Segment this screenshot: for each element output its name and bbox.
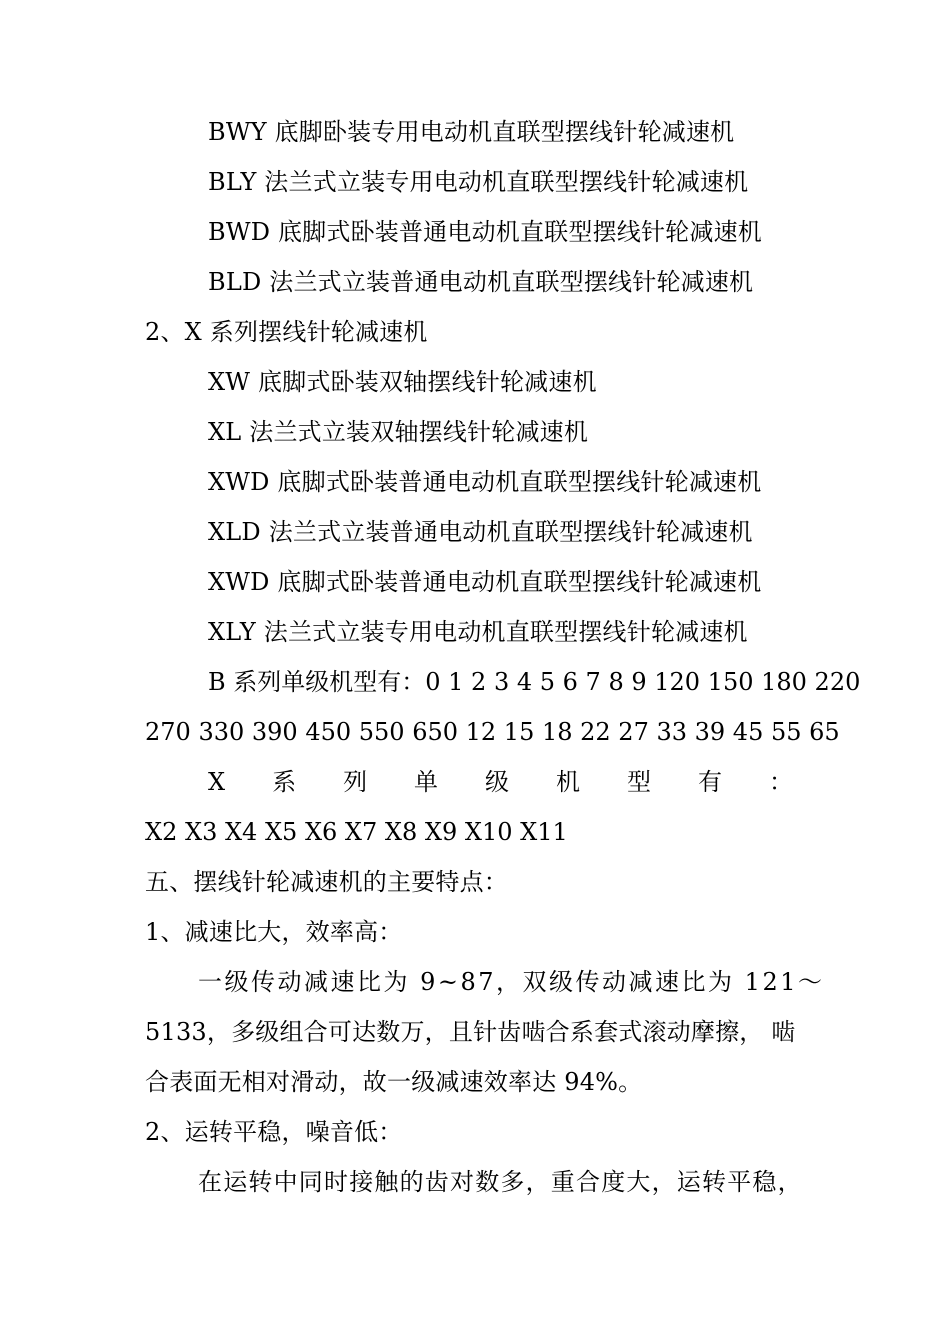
feature1-paragraph-line2: 5133，多级组合可达数万，且针齿啮合系套式滚动摩擦， 啮 [145,1018,796,1046]
feature1-paragraph-line3: 合表面无相对滑动，故一级减速效率达 94%。 [145,1068,643,1096]
b-series-model-bly: BLY 法兰式立装专用电动机直联型摆线针轮减速机 [208,168,749,196]
feature2-heading: 2、运转平稳，噪音低： [145,1118,403,1146]
x-single-stage-char: 机 [556,768,581,796]
x-single-stage-char: X [208,768,226,796]
b-single-stage-line1: B 系列单级机型有：0 1 2 3 4 5 6 7 8 9 120 150 180 220 [208,668,861,696]
feature1-paragraph-line1: 一级传动减速比为 9~87，双级传动减速比为 121～ [198,968,825,996]
feature1-heading: 1、减速比大，效率高： [145,918,403,946]
feature2-paragraph-line1: 在运转中同时接触的齿对数多，重合度大，运转平稳， [198,1168,803,1196]
x-series-model-xwd-repeat: XWD 底脚式卧装普通电动机直联型摆线针轮减速机 [208,568,762,596]
x-single-stage-char: 列 [343,768,368,796]
x-single-stage-label [208,767,793,797]
x-series-model-xly: XLY 法兰式立装专用电动机直联型摆线针轮减速机 [208,618,748,646]
b-single-stage-line2: 270 330 390 450 550 650 12 15 18 22 27 33 39 45 55 65 [145,718,840,746]
b-series-model-bwd: BWD 底脚式卧装普通电动机直联型摆线针轮减速机 [208,218,762,246]
section5-heading: 五、摆线针轮减速机的主要特点： [145,868,508,896]
x-single-stage-char: 单 [414,768,439,796]
x-single-stage-char: ： [768,768,793,796]
x-series-model-xld: XLD 法兰式立装普通电动机直联型摆线针轮减速机 [208,518,753,546]
x-single-stage-char: 有 [697,768,722,796]
x-series-heading: 2、X 系列摆线针轮减速机 [145,318,428,346]
x-series-model-xw: XW 底脚式卧装双轴摆线针轮减速机 [208,368,597,396]
b-series-model-bld: BLD 法兰式立装普通电动机直联型摆线针轮减速机 [208,268,754,296]
b-series-model-bwy: BWY 底脚卧装专用电动机直联型摆线针轮减速机 [208,118,735,146]
x-single-stage-char: 系 [272,768,297,796]
x-series-model-xl: XL 法兰式立装双轴摆线针轮减速机 [208,418,589,446]
x-single-stage-models: X2 X3 X4 X5 X6 X7 X8 X9 X10 X11 [145,818,568,846]
x-series-model-xwd: XWD 底脚式卧装普通电动机直联型摆线针轮减速机 [208,468,762,496]
x-single-stage-char: 型 [627,768,651,796]
x-single-stage-char: 级 [485,768,510,796]
